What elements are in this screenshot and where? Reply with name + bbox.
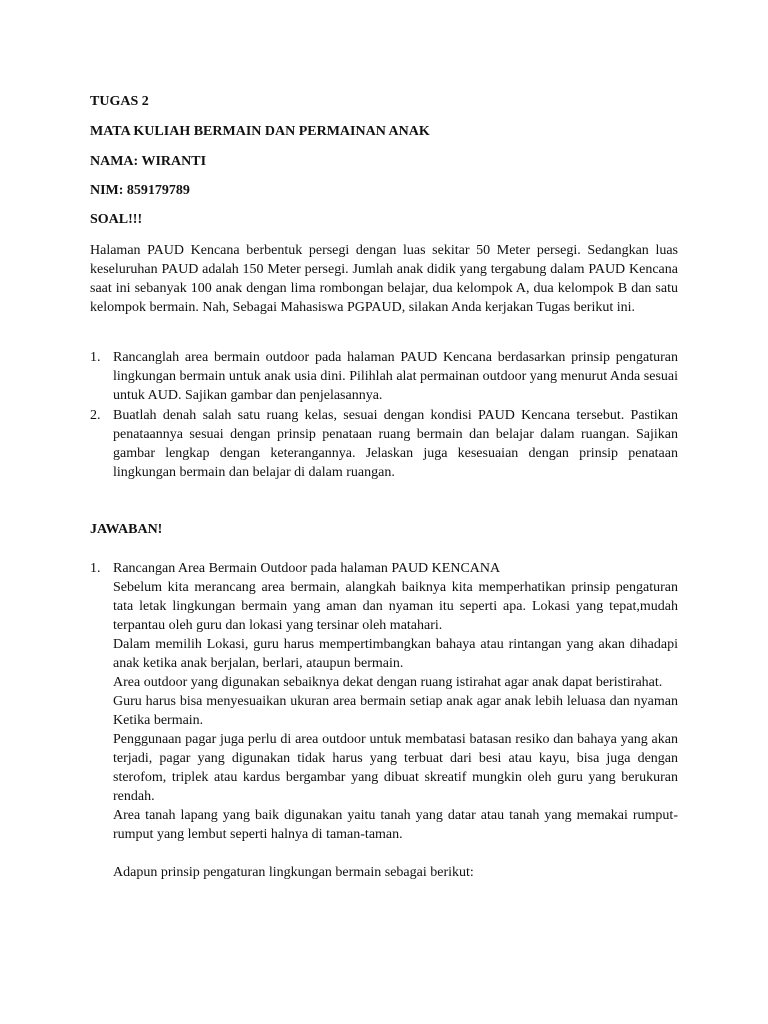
soal-heading: SOAL!!!	[90, 212, 143, 227]
answer-paragraph: Dalam memilih Lokasi, guru harus mempertimbangkan bahaya atau rintangan yang akan dihadapi anak ketika anak berjalan, berlari, ataupun bermain.	[113, 637, 678, 671]
answer-closing: Adapun prinsip pengaturan lingkungan bermain sebagai berikut:	[113, 865, 474, 880]
intro-text: Halaman PAUD Kencana berbentuk persegi dengan luas sekitar 50 Meter persegi. Sedangkan luas keseluruhan PAUD adalah 150 Meter persegi. Jumlah anak didik yang tergabung dalam PAUD Kencana saat ini sebanyak 100 anak dengan lima rombongan belajar, dua kelompok A, dua kelompok B dan satu kelompok bermain. Nah, Sebagai Mahasiswa PGPAUD, silakan Anda kerjakan Tugas berikut ini.	[90, 243, 678, 315]
answer-heading: JAWABAN!	[90, 522, 163, 537]
question-item-1	[90, 348, 678, 405]
question-item-2	[90, 406, 678, 482]
intro-paragraph	[90, 241, 678, 317]
task-title: TUGAS 2	[90, 94, 149, 109]
answer-item-1	[90, 559, 678, 882]
student-name: NAMA: WIRANTI	[90, 154, 207, 169]
answer-paragraph: Penggunaan pagar juga perlu di area outdoor untuk membatasi batasan resiko dan bahaya yang akan terjadi, pagar yang digunakan tidak harus yang terbuat dari besi atau kayu, bisa juga dengan sterofom, triplek atau kardus bergambar yang dibuat skreatif mungkin oleh guru yang berukuran rendah.	[113, 732, 678, 804]
question-number: 1.	[90, 350, 101, 365]
answer-number: 1.	[90, 561, 101, 576]
answer-title: Rancangan Area Bermain Outdoor pada halaman PAUD KENCANA	[113, 561, 501, 576]
answer-paragraph: Sebelum kita merancang area bermain, alangkah baiknya kita memperhatikan prinsip pengaturan tata letak lingkungan bermain yang aman dan nyaman itu seperti apa. Lokasi yang tepat,mudah terpantau oleh guru dan lokasi yang tersinar oleh matahari.	[113, 580, 678, 633]
answer-paragraph: Area outdoor yang digunakan sebaiknya dekat dengan ruang istirahat agar anak dapat beristirahat.	[113, 675, 663, 690]
student-nim: NIM: 859179789	[90, 183, 190, 198]
question-number: 2.	[90, 408, 101, 423]
question-text: Buatlah denah salah satu ruang kelas, sesuai dengan kondisi PAUD Kencana tersebut. Pastikan penataannya sesuai dengan prinsip penataan ruang bermain dan belajar dalam ruangan. Sajikan gambar lengkap dengan keterangannya. Jelaskan juga kesesuaian dengan prinsip penataan lingkungan bermain dan belajar di dalam ruangan.	[113, 408, 678, 480]
answer-paragraph: Area tanah lapang yang baik digunakan yaitu tanah yang datar atau tanah yang memakai rumput-rumput yang lembut seperti halnya di taman-taman.	[113, 808, 678, 842]
course-title: MATA KULIAH BERMAIN DAN PERMAINAN ANAK	[90, 124, 430, 139]
question-text: Rancanglah area bermain outdoor pada halaman PAUD Kencana berdasarkan prinsip pengaturan lingkungan bermain untuk anak usia dini. Pilihlah alat permainan outdoor yang menurut Anda sesuai untuk AUD. Sajikan gambar dan penjelasannya.	[113, 350, 678, 403]
answer-paragraph: Guru harus bisa menyesuaikan ukuran area bermain setiap anak agar anak lebih leluasa dan nyaman Ketika bermain.	[113, 694, 678, 728]
